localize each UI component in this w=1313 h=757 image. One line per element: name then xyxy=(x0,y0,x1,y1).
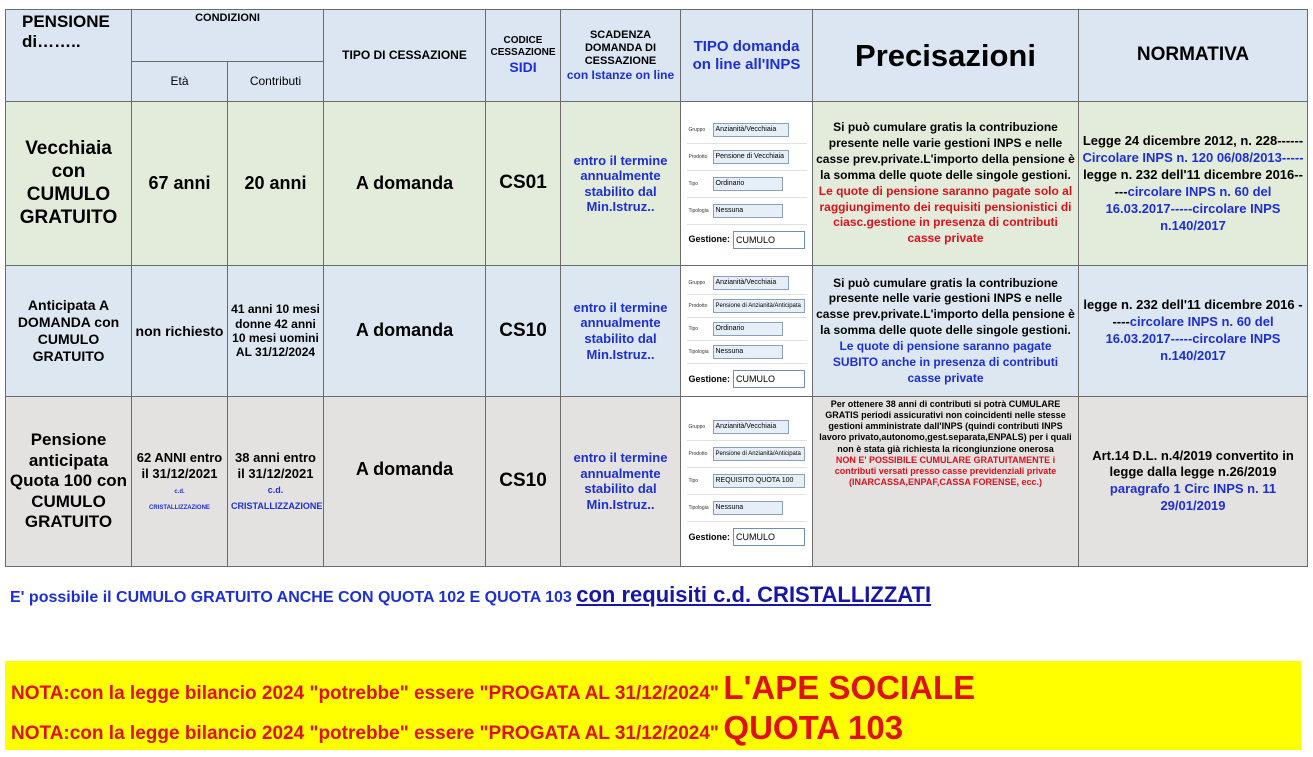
form-label-gestione: Gestione: xyxy=(688,373,731,384)
form-gestione: CUMULO xyxy=(733,231,805,249)
row3-eta xyxy=(132,396,228,566)
row2-eta: non richiesto xyxy=(132,266,228,396)
row3-contributi xyxy=(228,396,324,566)
inps-form-snippet xyxy=(687,414,807,548)
form-label-gestione: Gestione: xyxy=(688,234,731,245)
form-label-tipo: Tipo xyxy=(688,326,699,333)
form-label-tipo: Tipo xyxy=(688,180,699,187)
row2-prec-black: Si può cumulare gratis la contribuzione presente nelle varie gestioni INPS e nelle casse prev.private.L'importo della pensione è la somma delle quote delle singole gestioni. xyxy=(816,275,1075,338)
row1-pensione: Vecchiaia con CUMULO GRATUITO xyxy=(6,102,132,266)
table-row xyxy=(6,102,1308,266)
row3-form xyxy=(681,396,813,566)
header-codice-line1: CODICE xyxy=(503,35,543,47)
form-tipo: REQUISITO QUOTA 100 xyxy=(713,474,805,488)
row1-eta: 67 anni xyxy=(132,102,228,266)
form-tipologia: Nessuna xyxy=(713,204,783,218)
row1-scadenza: entro il termine annualmente stabilito dal Min.Istruz.. xyxy=(561,102,681,266)
form-gruppo: Anzianità/Vecchiaia xyxy=(713,420,789,434)
row1-normativa xyxy=(1079,102,1308,266)
row3-prec-red: NON E' POSSIBILE CUMULARE GRATUITAMENTE i contributi versati presso casse previdenziali private (INARCASSA,ENPAF,CASSA FORENSE, ecc.) xyxy=(834,454,1057,488)
table-row xyxy=(6,266,1308,396)
form-label-tipologia: Tipologia xyxy=(688,505,709,512)
row3-tipo-cessazione: A domanda xyxy=(324,396,486,566)
row2-precisazioni xyxy=(813,266,1079,396)
form-gestione: CUMULO xyxy=(733,528,805,546)
nota1-big: L'APE SOCIALE xyxy=(723,669,976,706)
row2-norm-b: circolare INPS n. 60 del 16.03.2017-----circolare INPS n.140/2017 xyxy=(1105,314,1281,363)
row1-form xyxy=(681,102,813,266)
row2-codice: CS10 xyxy=(486,266,561,396)
row3-precisazioni xyxy=(813,396,1079,566)
row3-eta-tag1: c.d. xyxy=(174,489,185,496)
form-label-tipologia: Tipologia xyxy=(688,349,709,356)
nota1-text: NOTA:con la legge bilancio 2024 "potrebbe" essere "PROGATA AL 31/12/2024" xyxy=(11,683,719,704)
row1-norm-a: Legge 24 dicembre 2012, n. 228------ xyxy=(1082,133,1304,149)
nota2-big: QUOTA 103 xyxy=(723,709,904,746)
nota2-text: NOTA:con la legge bilancio 2024 "potrebbe" essere "PROGATA AL 31/12/2024" xyxy=(11,723,719,744)
row3-eta-main: 62 ANNI entro il 31/12/2021 xyxy=(136,450,223,481)
row3-norm-a: Art.14 D.L. n.4/2019 convertito in legge dalla legge n.26/2019 xyxy=(1092,447,1294,480)
form-label-tipologia: Tipologia xyxy=(688,207,709,214)
row1-prec-red: Le quote di pensione saranno pagate solo al raggiungimento dei requisiti pensionistici di ciasc.gestione in presenza di contributi casse private xyxy=(818,183,1073,246)
header-scadenza-sub: con Istanze on line xyxy=(566,68,675,83)
row3-contributi-tag1: c.d. xyxy=(267,485,284,496)
header-normativa: NORMATIVA xyxy=(1079,10,1308,102)
form-label-prodotto: Prodotto xyxy=(688,451,708,458)
form-prodotto: Pensione di Anzianità/Anticipata xyxy=(713,447,805,461)
form-tipologia: Nessuna xyxy=(713,501,783,515)
row3-codice: CS10 xyxy=(486,396,561,566)
row2-tipo-cessazione: A domanda xyxy=(324,266,486,396)
header-tipo-cessazione: TIPO DI CESSAZIONE xyxy=(324,10,486,102)
header-condizioni: CONDIZIONI xyxy=(132,10,324,62)
row3-contributi-tag2: CRISTALLIZZAZIONE xyxy=(231,500,323,511)
form-prodotto: Pensione di Vecchiaia xyxy=(713,150,789,164)
row2-prec-blue: Le quote di pensione saranno pagate SUBITO anche in presenza di contributi casse private xyxy=(832,338,1059,385)
row1-precisazioni xyxy=(813,102,1079,266)
header-scadenza-title: SCADENZA DOMANDA DI CESSAZIONE xyxy=(584,28,657,67)
row3-eta-tag2: CRISTALLIZZAZIONE xyxy=(149,504,210,511)
form-label-gestione: Gestione: xyxy=(688,531,731,542)
header-codice-sidi: SIDI xyxy=(509,59,537,76)
form-label-prodotto: Prodotto xyxy=(688,303,708,310)
row1-codice: CS01 xyxy=(486,102,561,266)
row2-form xyxy=(681,266,813,396)
form-gruppo: Anzianità/Vecchiaia xyxy=(713,123,789,137)
row1-norm-c: legge n. 232 dell'11 dicembre 2016----- xyxy=(1083,166,1303,199)
row2-scadenza: entro il termine annualmente stabilito dal Min.Istruz.. xyxy=(561,266,681,396)
header-eta: Età xyxy=(132,62,228,102)
row2-norm-a: legge n. 232 dell'11 dicembre 2016 ----- xyxy=(1083,297,1303,330)
table-row xyxy=(6,396,1308,566)
form-label-tipo: Tipo xyxy=(688,478,699,485)
form-label-gruppo: Gruppo xyxy=(688,280,706,287)
form-gruppo: Anzianità/Vecchiaia xyxy=(713,276,789,290)
row3-scadenza: entro il termine annualmente stabilito dal Min.Istruz.. xyxy=(561,396,681,566)
row2-contributi: 41 anni 10 mesi donne 42 anni 10 mesi uomini AL 31/12/2024 xyxy=(228,266,324,396)
form-label-gruppo: Gruppo xyxy=(688,126,706,133)
header-tipo-domanda: TIPO domanda on line all'INPS xyxy=(681,10,813,102)
header-precisazioni: Precisazioni xyxy=(813,10,1079,102)
nota-box xyxy=(5,661,1301,750)
nota-quota-103 xyxy=(11,709,903,747)
row2-pensione: Anticipata A DOMANDA con CUMULO GRATUITO xyxy=(6,266,132,396)
row3-normativa xyxy=(1079,396,1308,566)
row3-norm-b: paragrafo 1 Circ INPS n. 11 29/01/2019 xyxy=(1109,481,1277,514)
inps-form-snippet xyxy=(687,117,807,251)
header-codice-line2: CESSAZIONE xyxy=(490,47,556,59)
row1-prec-black: Si può cumulare gratis la contribuzione presente nelle varie gestioni INPS e nelle casse prev.private.L'importo della pensione è la somma delle quote delle singole gestioni. xyxy=(816,120,1075,182)
row1-norm-d: circolare INPS n. 60 del 16.03.2017-----circolare INPS n.140/2017 xyxy=(1105,183,1281,233)
form-gestione: CUMULO xyxy=(733,370,805,388)
pension-table xyxy=(5,9,1308,567)
header-contributi: Contributi xyxy=(228,62,324,102)
form-label-gruppo: Gruppo xyxy=(688,424,706,431)
nota-ape-sociale xyxy=(11,669,975,707)
form-label-prodotto: Prodotto xyxy=(688,153,708,160)
row1-tipo-cessazione: A domanda xyxy=(324,102,486,266)
inps-form-snippet xyxy=(687,272,807,390)
note-cumulo-text: E' possibile il CUMULO GRATUITO ANCHE CON QUOTA 102 E QUOTA 103 xyxy=(10,589,572,606)
row3-contributi-main: 38 anni entro il 31/12/2021 xyxy=(235,450,316,481)
row1-contributi: 20 anni xyxy=(228,102,324,266)
row2-normativa xyxy=(1079,266,1308,396)
form-tipo: Ordinario xyxy=(713,177,783,191)
row3-pensione: Pensione anticipata Quota 100 con CUMULO GRATUITO xyxy=(6,396,132,566)
form-tipo: Ordinario xyxy=(713,322,783,336)
form-tipologia: Nessuna xyxy=(713,345,783,359)
header-pensione: PENSIONE di…….. xyxy=(6,10,132,102)
row3-prec-black: Per ottenere 38 anni di contributi si potrà CUMULARE GRATIS periodi assicurativi non coincidenti nelle stesse gestioni amministrate dall'INPS (quindi contributi INPS lavoro privato,autonomo,gest.separata,ENPALS) per i quali non è stata già richiesta la ricongiunzione onerosa xyxy=(819,398,1072,454)
header-scadenza xyxy=(561,10,681,102)
header-codice xyxy=(486,10,561,102)
note-cumulo-big: con requisiti c.d. CRISTALLIZZATI xyxy=(576,582,932,607)
row1-norm-b: Circolare INPS n. 120 06/08/2013----- xyxy=(1082,150,1304,165)
note-cumulo-quota xyxy=(10,582,931,608)
form-prodotto: Pensione di Anzianità/Anticipata xyxy=(713,299,805,313)
